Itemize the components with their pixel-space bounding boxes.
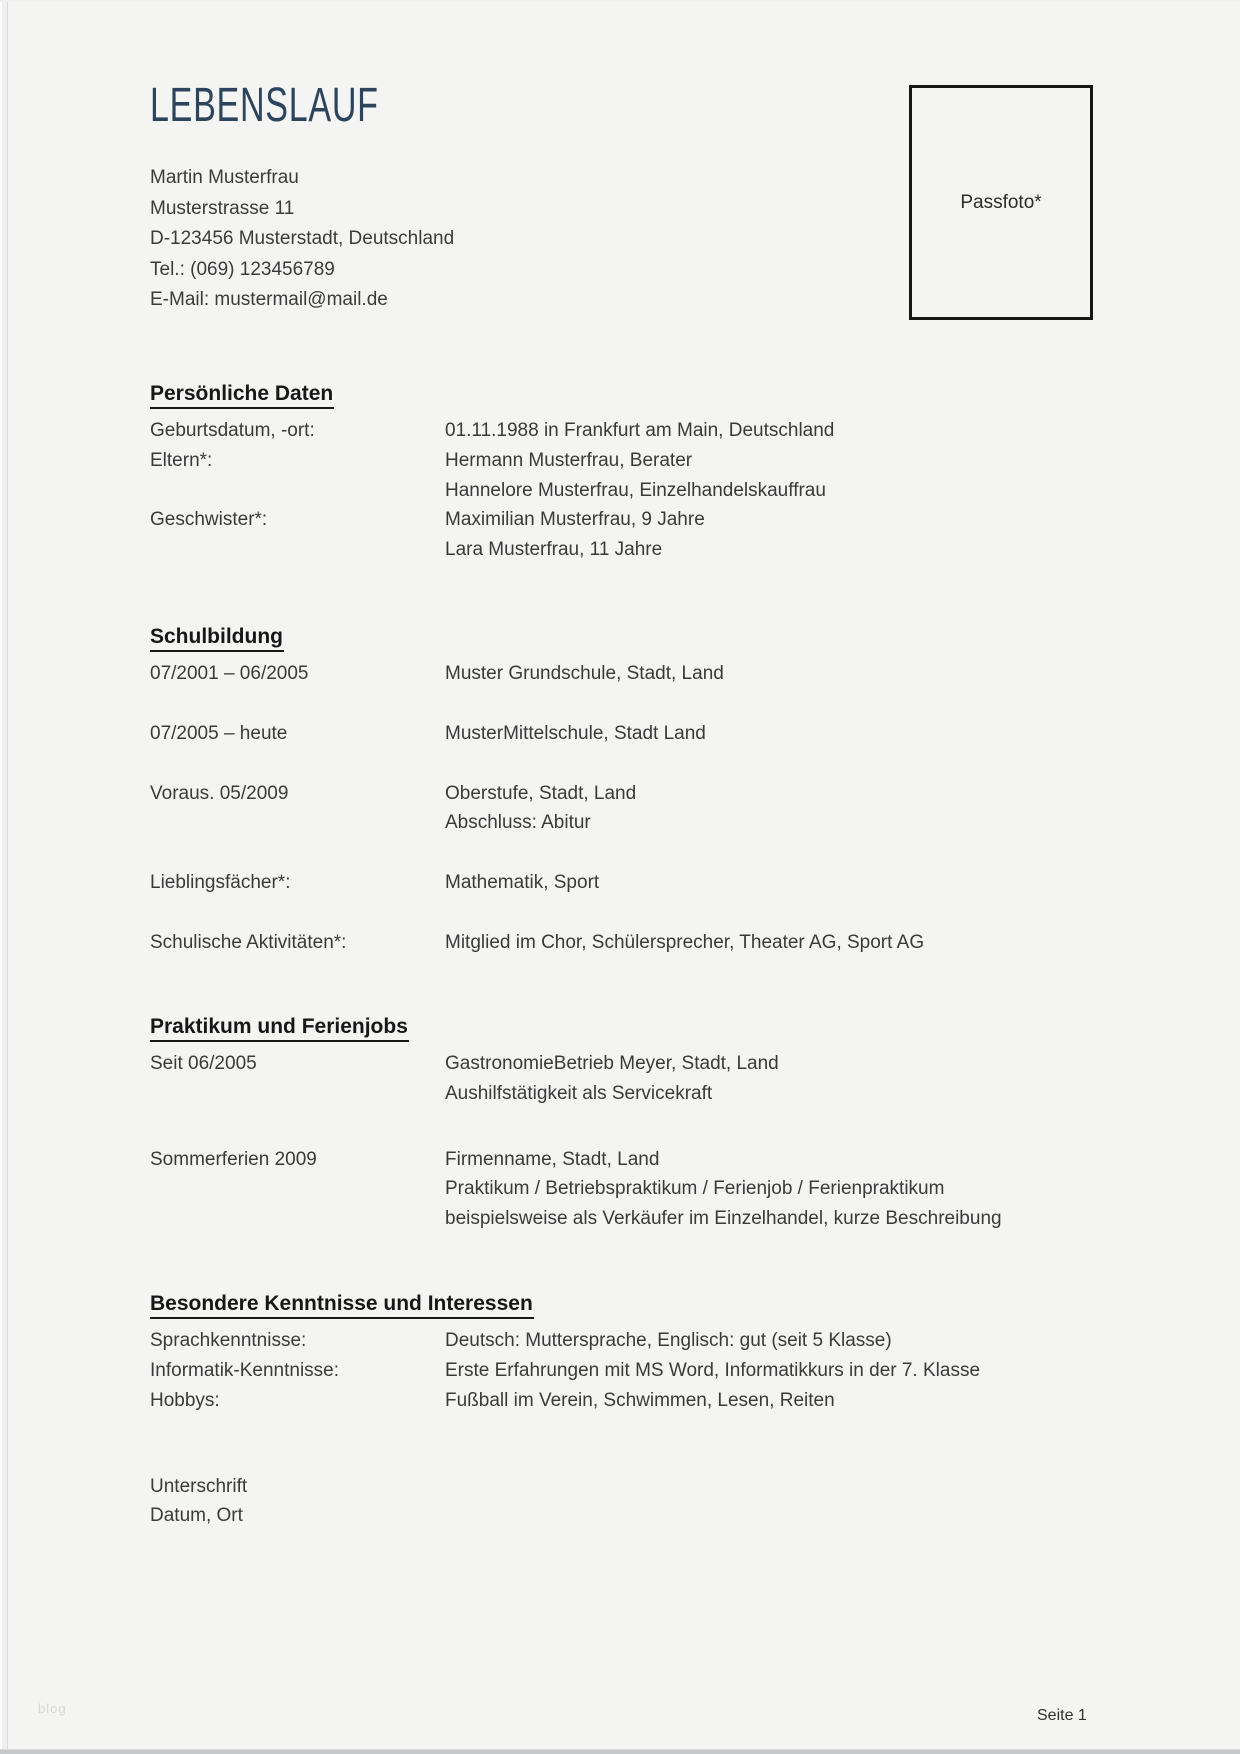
value-line: Hermann Musterfrau, Berater xyxy=(445,449,693,471)
row-value xyxy=(445,1049,1160,1109)
row-label: Schulische Aktivitäten*: xyxy=(150,931,347,953)
info-row xyxy=(150,446,1160,506)
value-line: Fußball im Verein, Schwimmen, Lesen, Reiten xyxy=(445,1389,835,1411)
row-label: Sprachkenntnisse: xyxy=(150,1330,307,1351)
section-rows xyxy=(150,1326,1160,1415)
signature-line: Datum, Ort xyxy=(150,1504,243,1526)
row-value xyxy=(445,446,1160,506)
section-rows xyxy=(150,1049,1160,1234)
info-row xyxy=(150,416,1160,446)
footer-page-number: Seite 1 xyxy=(1037,1707,1087,1724)
info-row xyxy=(150,1326,1160,1356)
row-value xyxy=(445,1326,1160,1356)
value-line: 01.11.1988 in Frankfurt am Main, Deutschland xyxy=(445,420,835,441)
info-row xyxy=(150,868,1160,898)
section-rows xyxy=(150,659,1160,958)
value-line: MusterMittelschule, Stadt Land xyxy=(445,722,706,744)
info-row xyxy=(150,1386,1160,1416)
passport-photo-box xyxy=(909,85,1093,320)
section-heading: Praktikum und Ferienjobs xyxy=(150,1015,409,1042)
row-label: Voraus. 05/2009 xyxy=(150,782,289,804)
value-line: Deutsch: Muttersprache, Englisch: gut (seit 5 Klasse) xyxy=(445,1330,892,1351)
signature-line: Unterschrift xyxy=(150,1476,248,1497)
section-internships xyxy=(150,1015,1160,1234)
row-value xyxy=(445,928,1160,958)
info-row xyxy=(150,928,1160,958)
signature-block xyxy=(150,1473,247,1530)
value-line: Maximilian Musterfrau, 9 Jahre xyxy=(445,509,705,531)
info-row xyxy=(150,505,1160,565)
value-line: beispielsweise als Verkäufer im Einzelhandel, kurze Beschreibung xyxy=(445,1208,1002,1229)
value-line: Praktikum / Betriebspraktikum / Ferienjob / Ferienpraktikum xyxy=(445,1178,945,1200)
info-row xyxy=(150,779,1160,839)
value-line: Aushilfstätigkeit als Servicekraft xyxy=(445,1082,713,1104)
row-label: Informatik-Kenntnisse: xyxy=(150,1359,340,1381)
value-line: Hannelore Musterfrau, Einzelhandelskauffrau xyxy=(445,479,826,501)
row-label: 07/2001 – 06/2005 xyxy=(150,663,309,684)
section-rows xyxy=(150,416,1160,565)
row-label: 07/2005 – heute xyxy=(150,722,288,744)
value-line: Erste Erfahrungen mit MS Word, Informatikkurs in der 7. Klasse xyxy=(445,1359,981,1381)
value-line: Firmenname, Stadt, Land xyxy=(445,1148,660,1170)
scan-left-edge xyxy=(0,2,8,1754)
passport-photo-label: Passfoto* xyxy=(960,191,1042,213)
section-heading: Persönliche Daten xyxy=(150,382,334,409)
row-label: Geburtsdatum, -ort: xyxy=(150,420,315,441)
row-value xyxy=(445,659,1160,689)
info-row xyxy=(150,1049,1160,1109)
contact-line-name: Martin Musterfrau xyxy=(150,167,299,188)
contact-line-city: D-123456 Musterstadt, Deutschland xyxy=(150,228,455,249)
info-row xyxy=(150,1356,1160,1386)
info-row xyxy=(150,659,1160,689)
contact-block xyxy=(150,163,454,316)
row-value xyxy=(445,1386,1160,1416)
row-value xyxy=(445,868,1160,898)
row-label: Lieblingsfächer*: xyxy=(150,872,291,893)
row-value xyxy=(445,416,1160,446)
contact-line-street: Musterstrasse 11 xyxy=(150,197,295,219)
row-label: Hobbys: xyxy=(150,1389,220,1411)
watermark-text: blog xyxy=(38,1701,67,1716)
row-label: Seit 06/2005 xyxy=(150,1053,257,1074)
contact-line-email: E-Mail: mustermail@mail.de xyxy=(150,289,388,310)
value-line: GastronomieBetrieb Meyer, Stadt, Land xyxy=(445,1053,779,1074)
value-line: Mitglied im Chor, Schülersprecher, Theater AG, Sport AG xyxy=(445,931,925,953)
scan-bottom-edge xyxy=(0,1749,1240,1754)
section-skills-interests xyxy=(150,1292,1160,1415)
row-value xyxy=(445,505,1160,565)
row-label: Eltern*: xyxy=(150,449,213,471)
value-line: Mathematik, Sport xyxy=(445,872,600,893)
section-education xyxy=(150,625,1160,958)
info-row xyxy=(150,1145,1160,1234)
row-label: Geschwister*: xyxy=(150,509,268,531)
page-title: LEBENSLAUF xyxy=(150,79,379,132)
row-value xyxy=(445,779,1160,839)
value-line: Muster Grundschule, Stadt, Land xyxy=(445,663,724,684)
section-personal-data xyxy=(150,382,1160,565)
value-line: Oberstufe, Stadt, Land xyxy=(445,782,637,804)
section-heading: Schulbildung xyxy=(150,625,284,652)
row-label: Sommerferien 2009 xyxy=(150,1148,317,1170)
row-value xyxy=(445,719,1160,749)
row-value xyxy=(445,1145,1160,1234)
value-line: Lara Musterfrau, 11 Jahre xyxy=(445,539,663,560)
contact-line-phone: Tel.: (069) 123456789 xyxy=(150,258,335,280)
row-value xyxy=(445,1356,1160,1386)
section-heading: Besondere Kenntnisse und Interessen xyxy=(150,1292,534,1319)
info-row xyxy=(150,719,1160,749)
value-line: Abschluss: Abitur xyxy=(445,812,591,834)
